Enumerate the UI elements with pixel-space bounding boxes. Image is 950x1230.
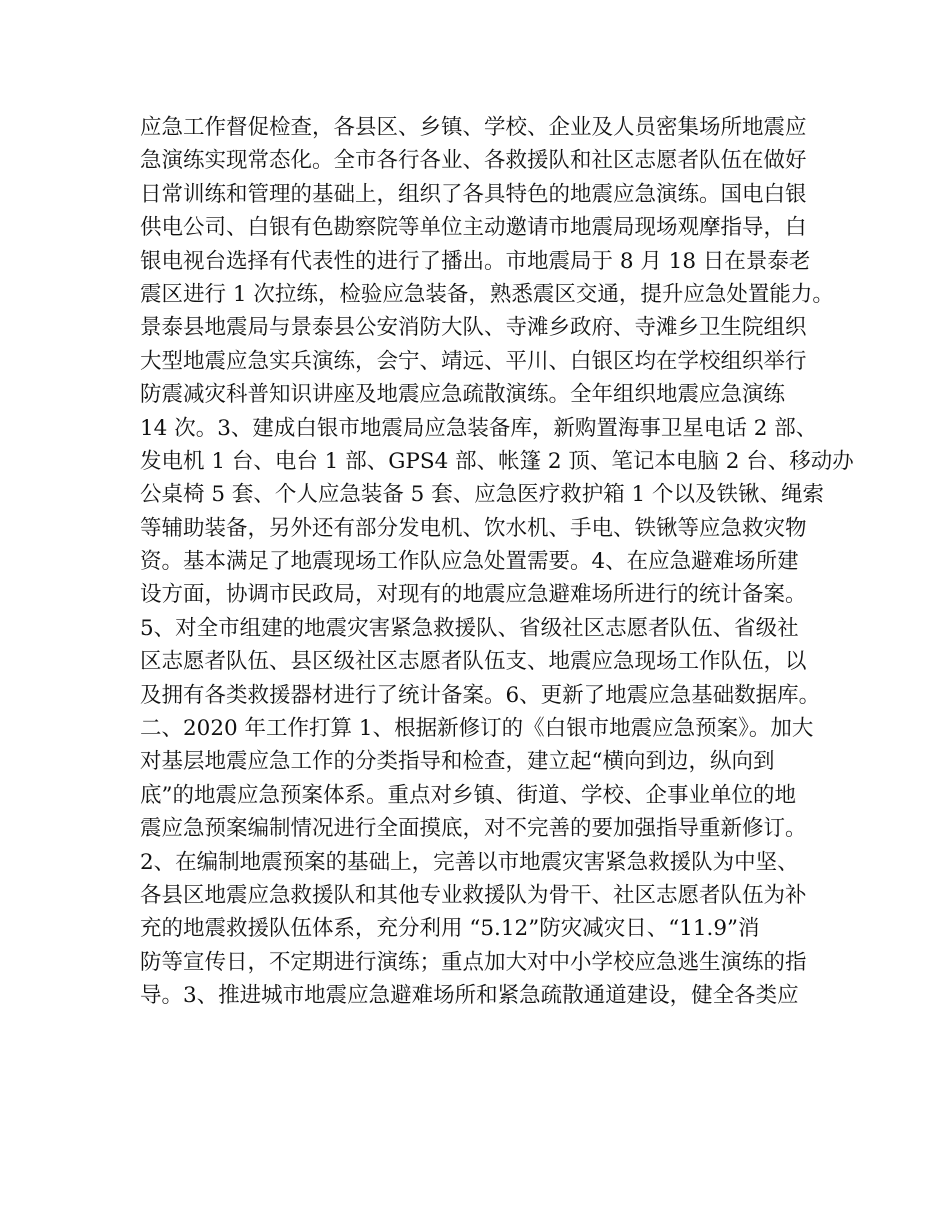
text-line: 充的地震救援队伍体系，充分利用 “5.12”防灾减灾日、“11.9”消	[140, 916, 760, 942]
text-line: 防震减灾科普知识讲座及地震应急疏散演练。全年组织地震应急演练	[140, 382, 786, 408]
text-line: 及拥有各类救援器材进行了统计备案。6、更新了地震应急基础数据库。	[140, 682, 821, 708]
text-line: 2、在编制地震预案的基础上，完善以市地震灾害紧急救援队为中坚、	[140, 849, 799, 875]
text-line: 大型地震应急实兵演练，会宁、靖远、平川、白银区均在学校组织举行	[140, 348, 807, 374]
text-line: 设方面，协调市民政局，对现有的地震应急避难场所进行的统计备案。	[140, 582, 807, 608]
text-line: 日常训练和管理的基础上，组织了各具特色的地震应急演练。国电白银	[140, 181, 807, 207]
text-line: 银电视台选择有代表性的进行了播出。市地震局于 8 月 18 日在景泰老	[140, 248, 811, 274]
text-line: 供电公司、白银有色勘察院等单位主动邀请市地震局现场观摩指导，白	[140, 215, 807, 241]
text-line: 各县区地震应急救援队和其他专业救援队为骨干、社区志愿者队伍为补	[140, 882, 807, 908]
text-line: 震应急预案编制情况进行全面摸底，对不完善的要加强指导重新修订。	[140, 816, 807, 842]
text-line: 底”的地震应急预案体系。重点对乡镇、街道、学校、企事业单位的地	[140, 782, 796, 808]
text-line: 区志愿者队伍、县区级社区志愿者队伍支、地震应急现场工作队伍，以	[140, 649, 807, 675]
text-line: 公桌椅 5 套、个人应急装备 5 套、应急医疗救护箱 1 个以及铁锹、绳索	[140, 482, 825, 508]
text-line: 震区进行 1 次拉练，检验应急装备，熟悉震区交通，提升应急处置能力。	[140, 281, 834, 307]
text-line: 14 次。3、建成白银市地震局应急装备库，新购置海事卫星电话 2 部、	[140, 415, 818, 441]
text-line: 5、对全市组建的地震灾害紧急救援队、省级社区志愿者队伍、省级社	[140, 615, 799, 641]
text-line: 防等宣传日，不定期进行演练；重点加大对中小学校应急逃生演练的指	[140, 949, 807, 975]
text-line: 资。基本满足了地震现场工作队应急处置需要。4、在应急避难场所建	[140, 549, 799, 575]
text-line: 景泰县地震局与景泰县公安消防大队、寺滩乡政府、寺滩乡卫生院组织	[140, 315, 807, 341]
text-line: 对基层地震应急工作的分类指导和检查，建立起“横向到边，纵向到	[140, 749, 775, 775]
body-text	[140, 111, 854, 1013]
text-line: 导。3、推进城市地震应急避难场所和紧急疏散通道建设，健全各类应	[140, 983, 799, 1009]
text-line: 二、2020 年工作打算 1、根据新修订的《白银市地震应急预案》。加大	[140, 716, 814, 742]
text-line: 等辅助装备，另外还有部分发电机、饮水机、手电、铁锹等应急救灾物	[140, 515, 807, 541]
text-line: 发电机 1 台、电台 1 部、GPS4 部、帐篷 2 顶、笔记本电脑 2 台、移动办	[140, 448, 854, 474]
text-line: 急演练实现常态化。全市各行各业、各救援队和社区志愿者队伍在做好	[140, 148, 807, 174]
text-line: 应急工作督促检查，各县区、乡镇、学校、企业及人员密集场所地震应	[140, 115, 807, 140]
